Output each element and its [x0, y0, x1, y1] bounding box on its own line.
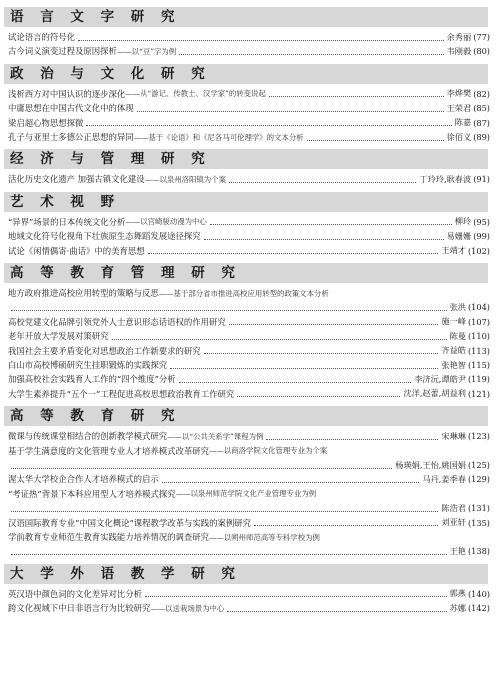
section-heading: 经 济 与 管 理 研 究 — [4, 149, 488, 169]
dot-leader — [307, 140, 444, 141]
entry-subtitle: ——基于部分省市推进高校应用转型的政策文本分析 — [158, 288, 329, 298]
dot-leader — [179, 382, 412, 383]
entry-subtitle: ——以“公共关系学”课程为例 — [167, 431, 264, 441]
entry-title: 跨文化视域下中日非语言行为比较研究 — [8, 603, 151, 614]
toc-entry — [8, 372, 490, 386]
entry-page: (140) — [467, 588, 490, 599]
dot-leader — [78, 40, 444, 41]
toc-entry — [8, 387, 490, 401]
entry-page: (85) — [473, 103, 490, 114]
section-heading: 艺 术 视 野 — [4, 192, 488, 212]
dot-leader — [11, 468, 392, 469]
entry-subtitle: ——从“游记、传教士、汉学家”的转变说起 — [125, 89, 266, 99]
entry-page: (89) — [473, 132, 490, 142]
entry-author: 韦刚毅 — [446, 45, 472, 56]
toc-entry — [8, 30, 490, 44]
entry-page: (121) — [467, 388, 490, 399]
entry-author: 马丹,姜季春 — [422, 473, 466, 484]
entry-author: 李济沅,谭皓尹 — [414, 373, 466, 384]
entry-page: (142) — [467, 603, 490, 614]
entry-title: 活化历史文化遗产 加强古镇文化建设 — [8, 174, 145, 185]
entry-page: (82) — [473, 88, 490, 99]
entry-author: 余秀丽 — [446, 31, 472, 42]
entry-author: 郭燕 — [449, 588, 466, 599]
entry-title: 我国社会主要矛盾变化对思想政治工作新要求的研究 — [8, 345, 201, 356]
entry-title: 高校党建文化品牌引领党外人士意识形态话语权的作用研究 — [8, 316, 226, 327]
entry-subtitle: ——以“豆”字为例 — [116, 46, 177, 56]
entry-page: (110) — [467, 331, 490, 342]
entry-author: 宋琳琳 — [441, 430, 466, 441]
entry-page: (99) — [473, 231, 490, 242]
dot-leader — [86, 125, 451, 126]
entry-author: 沈洋,赵蕾,胡益利 — [403, 388, 466, 399]
dot-leader — [266, 439, 438, 440]
entry-title: 白山市高校博硕研究生挂职锻炼的实践探究 — [8, 360, 168, 370]
entry-title: 古今词义演变过程及原因探析 — [8, 46, 117, 57]
entry-subtitle: ——以泉州洛阳镇为个案 — [144, 174, 226, 184]
entry-title: 基于学生满意度的文化管理专业人才培养模式改革研究 — [8, 445, 209, 456]
entry-page: (123) — [467, 431, 490, 442]
entry-page: (95) — [473, 216, 490, 227]
toc-entry — [8, 286, 490, 300]
entry-author: 丁玲玲,耿春波 — [419, 173, 472, 184]
entry-page: (115) — [467, 360, 490, 370]
section-heading: 语 言 文 字 研 究 — [4, 7, 488, 27]
toc-entry — [8, 472, 490, 486]
entry-page: (138) — [467, 546, 490, 557]
toc-entry — [8, 229, 490, 243]
entry-author: 王靖才 — [441, 245, 466, 256]
entry-page: (125) — [467, 460, 490, 470]
entry-author: 苏娜 — [449, 602, 466, 613]
entry-page: (107) — [467, 316, 490, 327]
toc-entry — [8, 544, 490, 558]
entry-author: 杨瑛娟,王怡,姚国娟 — [395, 459, 466, 470]
toc-entry — [8, 172, 490, 186]
toc-entry — [8, 329, 490, 343]
dot-leader — [204, 353, 439, 354]
entry-author: 徐佰义 — [446, 131, 472, 142]
dot-leader — [11, 511, 438, 512]
dot-leader — [237, 396, 400, 397]
entry-title: 孔子与亚里士多德公正思想的异同 — [8, 132, 134, 142]
toc-entry — [8, 358, 490, 372]
entry-author: 施一峰 — [441, 316, 466, 327]
entry-title: 梁启超心物思想探微 — [8, 117, 84, 128]
toc-entry — [8, 44, 490, 58]
entry-page: (104) — [467, 302, 490, 313]
entry-title: 试论语言的符号化 — [8, 32, 75, 42]
entry-page: (119) — [467, 374, 490, 385]
dot-leader — [11, 310, 447, 311]
dot-leader — [145, 596, 447, 597]
toc-entry — [8, 516, 490, 530]
entry-author: 陈曼 — [449, 330, 466, 341]
dot-leader — [204, 239, 444, 240]
dot-leader — [162, 482, 420, 483]
dot-leader — [179, 54, 443, 55]
toc-entry — [8, 315, 490, 329]
entry-author: 李烨樊 — [446, 88, 472, 99]
toc-entry — [8, 444, 490, 458]
entry-page: (102) — [467, 245, 490, 256]
entry-author: 张艳智 — [441, 359, 466, 370]
entry-author: 张洪 — [449, 301, 466, 312]
entry-subtitle: ——以送栽场景为中心 — [150, 603, 225, 613]
entry-page: (77) — [473, 32, 490, 42]
dot-leader — [269, 96, 444, 97]
dot-leader — [11, 554, 447, 555]
toc-entry — [8, 300, 490, 314]
entry-author: 柳玲 — [454, 216, 472, 227]
entry-author: 王艳 — [449, 545, 466, 556]
entry-subtitle: ——以泉州师范学院文化产业管理专业为例 — [175, 489, 317, 499]
entry-page: (80) — [473, 46, 490, 57]
toc-entry — [8, 587, 490, 601]
toc-entry — [8, 130, 490, 144]
toc-entry — [8, 101, 490, 115]
entry-subtitle: ——基于《论语》和《尼各马可伦理学》的文本分析 — [133, 132, 304, 142]
dot-leader — [254, 525, 438, 526]
toc-entry — [8, 344, 490, 358]
entry-title: 汉语国际教育专业“中国文化概论”课程教学改革与实践的案例研究 — [8, 517, 252, 528]
entry-title: “异界”场景的日本传统文化分析 — [8, 216, 126, 227]
entry-title: 大学生素养提升“五个一”工程促进高校思想政治教育工作研究 — [8, 388, 235, 399]
entry-subtitle: ——以朔州师范高等专科学校为例 — [209, 532, 320, 542]
entry-page: (91) — [473, 174, 490, 185]
entry-title: 微课与传统课堂相结合的创新教学模式研究 — [8, 431, 168, 442]
entry-title: 地方政府推进高校应用转型的策略与反思 — [8, 288, 159, 298]
entry-title: 试论《闲情偶寄·曲话》中的美育思想 — [8, 245, 145, 256]
entry-page: (129) — [467, 474, 490, 485]
toc-entry — [8, 501, 490, 515]
entry-title: 学前教育专业师范生教育实践能力培养情况的调查研究 — [8, 532, 209, 542]
entry-author: 齐益皓 — [441, 345, 466, 356]
toc-entry — [8, 244, 490, 258]
toc-entry — [8, 215, 490, 229]
section-heading: 高 等 教 育 管 理 研 究 — [4, 263, 488, 283]
entry-subtitle: ——以宫崎骏动漫为中心 — [125, 217, 207, 227]
dot-leader — [227, 611, 446, 612]
entry-author: 王荣君 — [446, 102, 472, 113]
entry-title: 英汉语中颜色词的文化差异对比分析 — [8, 588, 142, 599]
dot-leader — [210, 224, 452, 225]
dot-leader — [137, 111, 444, 112]
toc-entry — [8, 530, 490, 544]
dot-leader — [112, 339, 447, 340]
toc-entry — [8, 458, 490, 472]
entry-author: 陈浩君 — [441, 502, 466, 513]
entry-page: (113) — [467, 345, 490, 356]
toc-entry — [8, 116, 490, 130]
entry-title: 加强高校社会实践育人工作的“四个维度”分析 — [8, 374, 176, 385]
section-heading: 高 等 教 育 研 究 — [4, 406, 488, 426]
dot-leader — [229, 182, 416, 183]
entry-author: 刘亚轩 — [441, 517, 466, 528]
dot-leader — [229, 324, 439, 325]
entry-title: 地域文化符号化视角下壮族原生态舞蹈发展途径探究 — [8, 231, 201, 242]
entry-title: “考证热”背景下本科应用型人才培养模式探究 — [8, 488, 176, 499]
section-heading: 大 学 外 语 教 学 研 究 — [4, 564, 488, 584]
entry-title: 老年开放大学发展对策研究 — [8, 331, 109, 342]
entry-title: 浅析西方对中国认识的逐步深化 — [8, 88, 126, 99]
entry-author: 易姗姗 — [446, 230, 472, 241]
section-heading: 政 治 与 文 化 研 究 — [4, 64, 488, 84]
entry-author: 陈嘉 — [454, 117, 472, 128]
toc-entry — [8, 487, 490, 501]
toc-entry — [8, 601, 490, 615]
entry-page: (87) — [473, 117, 490, 128]
dot-leader — [148, 253, 439, 254]
entry-title: 渥太华大学校企合作人才培养模式的启示 — [8, 474, 159, 485]
dot-leader — [170, 368, 438, 369]
toc-entry — [8, 87, 490, 101]
entry-title: 中庸思想在中国古代文化中的体现 — [8, 103, 134, 114]
entry-subtitle: ——以商洛学院文化管理专业为个案 — [209, 446, 328, 456]
entry-page: (131) — [467, 503, 490, 514]
toc-entry — [8, 429, 490, 443]
entry-page: (135) — [467, 517, 490, 528]
